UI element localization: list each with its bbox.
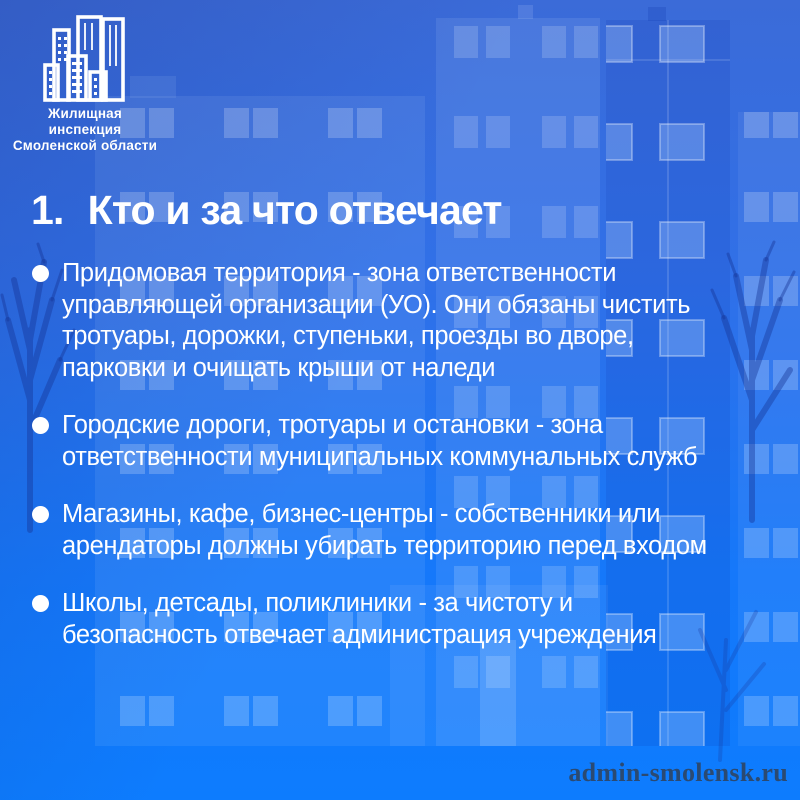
list-item: [32, 499, 752, 562]
bullet-dot-icon: [32, 506, 49, 523]
bullet-dot-icon: [32, 595, 49, 612]
list-item-text: Придомовая территория - зона ответственности управляющей организации (УО). Они обязаны чистить тротуары, дорожки, ступеньки, проезды во дворе, парковки и очищать крыши от наледи: [62, 259, 691, 382]
list-item: [32, 410, 752, 473]
brand-name-line2: Смоленской области: [12, 138, 158, 153]
page-title: [31, 188, 502, 233]
list-item: [32, 258, 752, 384]
bullet-list: [32, 258, 752, 651]
brand-logo: [10, 10, 160, 154]
title-text: Кто и за что отвечает: [87, 187, 502, 233]
site-url: admin-smolensk.ru: [568, 758, 788, 787]
city-buildings-icon: [42, 10, 128, 102]
bullet-dot-icon: [32, 265, 49, 282]
bullet-dot-icon: [32, 417, 49, 434]
title-number: 1.: [31, 187, 64, 233]
list-item-text: Школы, детсады, поликлиники - за чистоту и безопасность отвечает администрация учреждения: [62, 589, 657, 649]
list-item: [32, 588, 752, 651]
list-item-text: Городские дороги, тротуары и остановки - зона ответственности муниципальных коммунальных служб: [62, 411, 698, 471]
list-item-text: Магазины, кафе, бизнес-центры - собственники или арендаторы должны убирать территорию перед входом: [62, 500, 707, 560]
brand-name-line1: Жилищная инспекция: [48, 106, 122, 137]
